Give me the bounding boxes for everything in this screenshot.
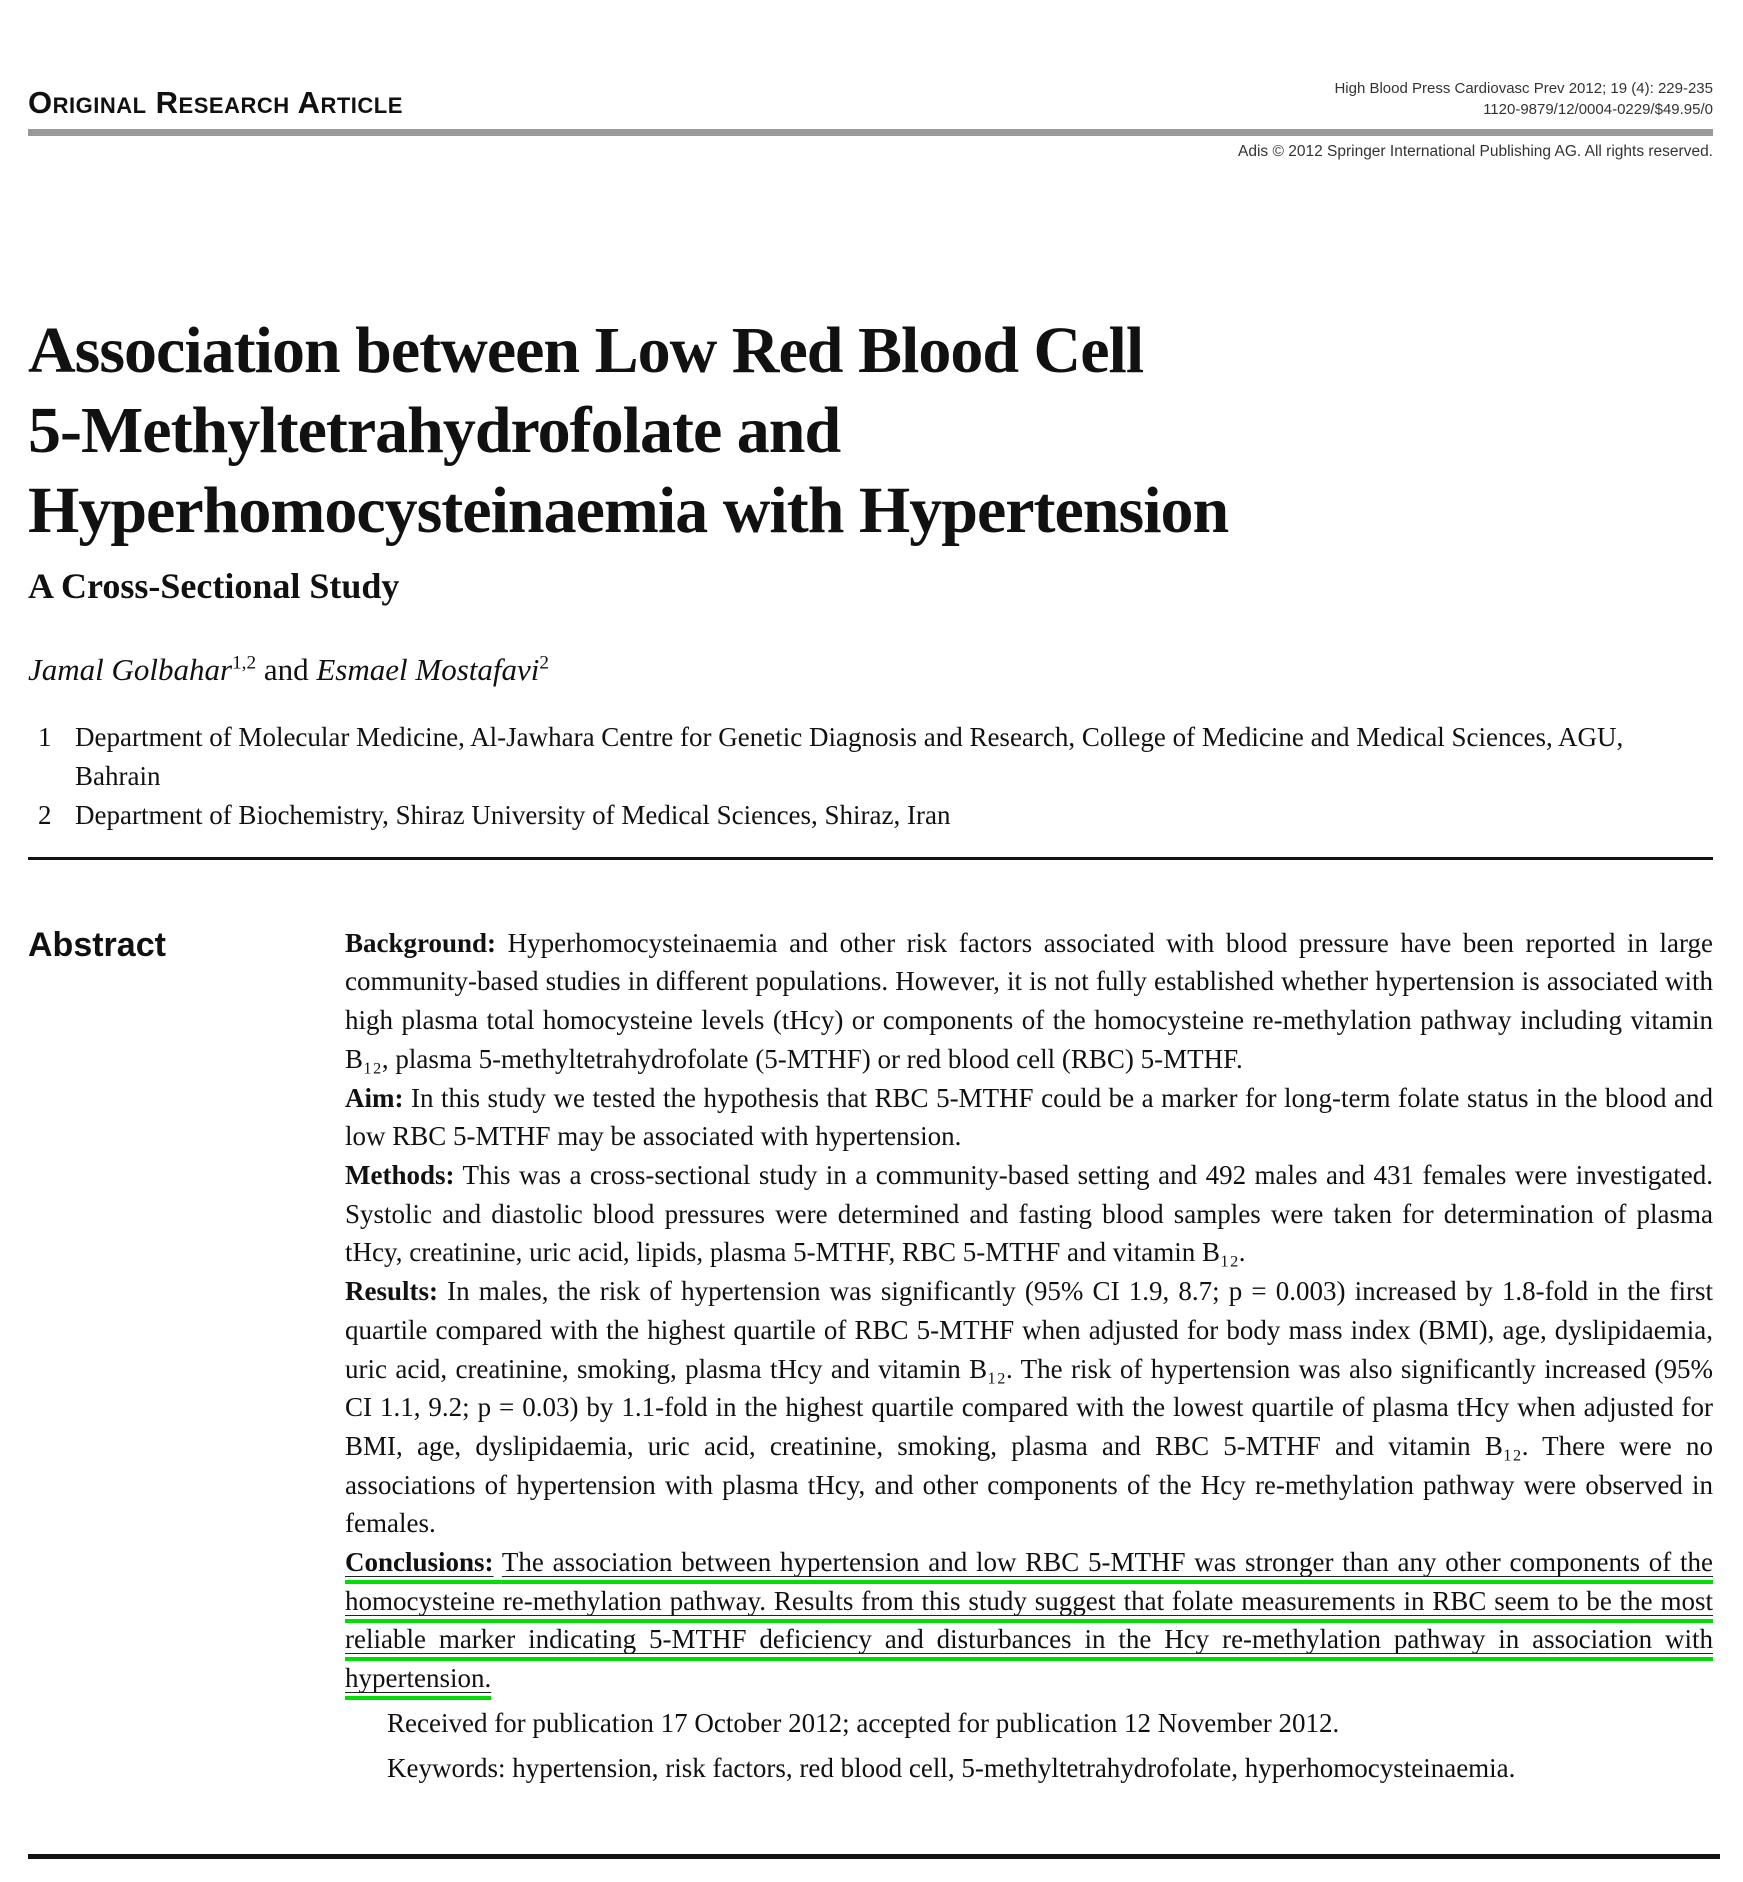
abstract-heading: Abstract xyxy=(28,925,166,964)
title-block xyxy=(28,311,1713,607)
title-line-2: 5-Methyltetrahydrofolate and xyxy=(28,394,841,467)
affiliation-text: Department of Biochemistry, Shiraz University of Medical Sciences, Shiraz, Iran xyxy=(75,799,951,830)
article-subtitle: A Cross-Sectional Study xyxy=(28,566,400,606)
affiliation-number: 2 xyxy=(38,799,52,830)
affiliation-divider-rule xyxy=(28,857,1713,860)
author-2-affiliation-marker: 2 xyxy=(539,652,549,674)
copyright-line: Adis © 2012 Springer International Publishing AG. All rights reserved. xyxy=(1238,143,1713,160)
abstract-body xyxy=(345,924,1713,1787)
author-1-affiliation-marker: 1,2 xyxy=(232,652,257,674)
abstract-methods-paragraph xyxy=(345,1156,1713,1272)
citation-line-1: High Blood Press Cardiovasc Prev 2012; 19 (4): 229-235 xyxy=(1334,80,1713,97)
results-text: In males, the risk of hypertension was significantly (95% CI 1.9, 8.7; p = 0.003) increased by 1.8-fold in the first quartile compared with the highest quartile of RBC 5-MTHF when adjusted for body mass index (BMI), age, dyslipidaemia, uric acid, creatinine, smoking, plasma tHcy and vitamin B₁₂. The risk of hypertension was also significantly increased (95% CI 1.1, 9.2; p = 0.03) by 1.1-fold in the highest quartile compared with the lowest quartile of plasma tHcy when adjusted for BMI, age, dyslipidaemia, uric acid, creatinine, smoking, plasma and RBC 5-MTHF and vitamin B₁₂. There were no associations of hypertension with plasma tHcy, and other components of the Hcy re-methylation pathway were observed in females. xyxy=(345,1276,1714,1539)
abstract-section xyxy=(28,924,1713,1787)
abstract-aim-paragraph xyxy=(345,1079,1713,1156)
conclusions-text: The association between hypertension and low RBC 5-MTHF was stronger than any other components of the homocysteine re-methylation pathway. Results from this study suggest that folate measurements in RBC seem to be the most reliable marker indicating 5-MTHF deficiency and disturbances in the Hcy re-methylation pathway in association with hypertension. xyxy=(345,1547,1714,1694)
background-text: Hyperhomocysteinaemia and other risk factors associated with blood pressure have been reported in large community-based studies in different populations. However, it is not fully established whether hypertension is associated with high plasma total homocysteine levels (tHcy) or components of the homocysteine re-methylation pathway including vitamin B₁₂, plasma 5-methyltetrahydrofolate (5-MTHF) or red blood cell (RBC) 5-MTHF. xyxy=(345,927,1714,1074)
aim-label: Aim: xyxy=(345,1082,404,1113)
received-accepted-line: Received for publication 17 October 2012; accepted for publication 12 November 2012. xyxy=(387,1707,1340,1738)
affiliation-list xyxy=(28,718,1713,835)
methods-text: This was a cross-sectional study in a community-based setting and 492 males and 431 females were investigated. Systolic and diastolic blood pressures were determined and fasting blood samples were taken for determination of plasma tHcy, creatinine, uric acid, lipids, plasma 5-MTHF, RBC 5-MTHF and vitamin B₁₂. xyxy=(345,1160,1714,1268)
author-1-name: Jamal Golbahar xyxy=(28,651,233,687)
author-connector: and xyxy=(263,651,309,687)
author-line xyxy=(28,651,1713,688)
abstract-conclusions-paragraph xyxy=(345,1543,1713,1698)
abstract-results-paragraph xyxy=(345,1272,1713,1543)
results-label: Results: xyxy=(345,1276,438,1307)
affiliation-item xyxy=(28,718,1713,796)
background-label: Background: xyxy=(345,927,497,958)
aim-text: In this study we tested the hypothesis that RBC 5-MTHF could be a marker for long-term folate status in the blood and low RBC 5-MTHF may be associated with hypertension. xyxy=(345,1082,1713,1152)
journal-header xyxy=(28,78,1713,120)
affiliation-text: Department of Molecular Medicine, Al-Jawhara Centre for Genetic Diagnosis and Research, College of Medicine and Medical Sciences, AGU, Bahrain xyxy=(75,721,1624,791)
author-2-name: Esmael Mostafavi xyxy=(316,651,540,687)
title-line-3: Hyperhomocysteinaemia with Hypertension xyxy=(28,474,1229,547)
methods-label: Methods: xyxy=(345,1160,455,1190)
affiliation-number: 1 xyxy=(38,721,52,752)
conclusions-label: Conclusions: xyxy=(345,1547,494,1578)
journal-citation xyxy=(1334,78,1713,120)
article-type-label: Original Research Article xyxy=(28,85,403,120)
title-line-1: Association between Low Red Blood Cell xyxy=(28,314,1144,387)
article-title xyxy=(28,311,1713,551)
citation-line-2: 1120-9879/12/0004-0229/$49.95/0 xyxy=(1483,101,1713,118)
header-divider-bar xyxy=(28,129,1713,136)
affiliation-item xyxy=(28,796,1713,835)
keywords-line: Keywords: hypertension, risk factors, red blood cell, 5-methyltetrahydrofolate, hyperhomocysteinaemia. xyxy=(387,1752,1516,1783)
page-bottom-rule xyxy=(28,1854,1720,1859)
abstract-background-paragraph xyxy=(345,924,1713,1079)
